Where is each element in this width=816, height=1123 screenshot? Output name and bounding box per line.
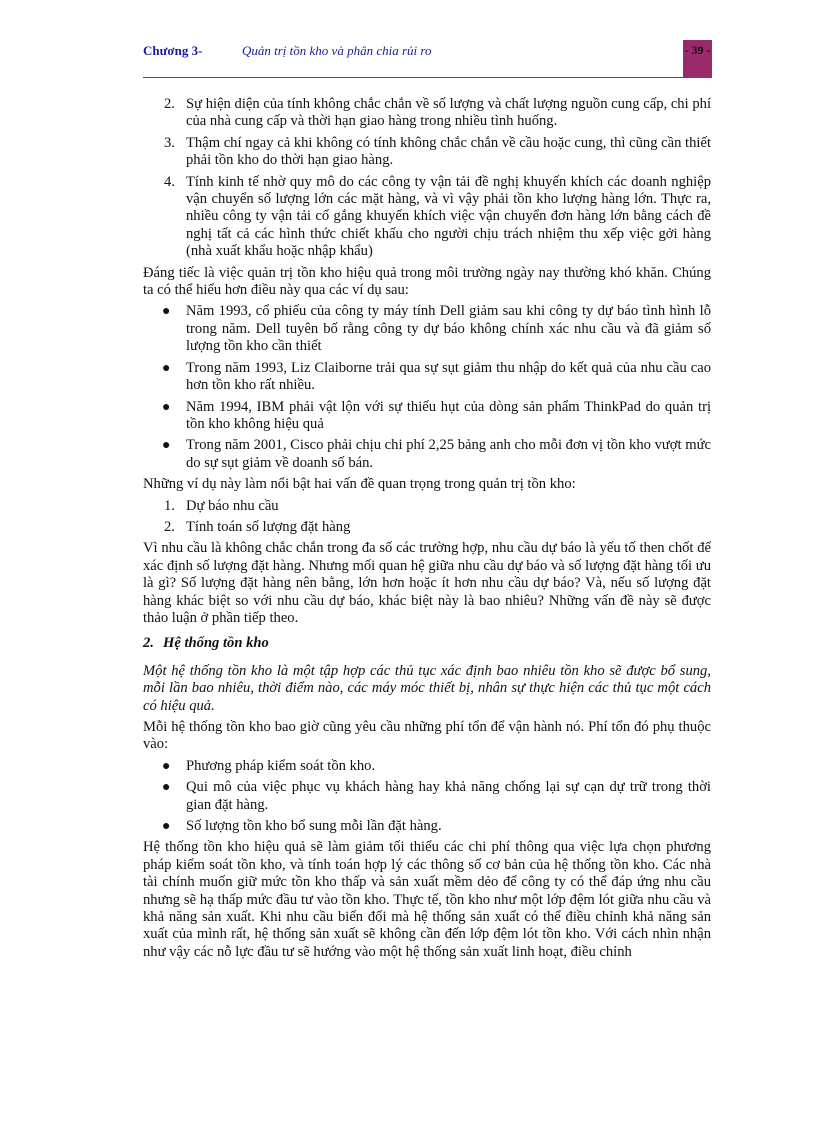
definition-paragraph: Một hệ thống tồn kho là một tập hợp các thủ tục xác định bao nhiêu tồn kho sẽ được bổ sung, mỗi lần bao nhiêu, thời điểm nào, các máy móc thiết bị, nhân sự thực hiện các thủ tục một cách có hiệu quả. (143, 662, 711, 714)
list-item (143, 519, 711, 536)
examples-list (143, 303, 711, 472)
page-body (143, 96, 711, 965)
list-item (143, 96, 711, 131)
list-text: Thậm chí ngay cả khi không có tính không chắc chắn về cầu hoặc cung, thì cũng cần thiết phải tồn kho do thời hạn giao hàng. (186, 134, 711, 169)
bullet-icon: ● (162, 304, 171, 320)
section-number: 2. (143, 635, 154, 652)
bullet-item (143, 818, 711, 835)
paragraph: Những ví dụ này làm nổi bật hai vấn đề quan trọng trong quản trị tồn kho: (143, 476, 576, 493)
bullet-item (143, 437, 711, 472)
reasons-list (143, 96, 711, 261)
section-heading (143, 635, 711, 652)
bullet-item (143, 399, 711, 434)
list-number: 1. (164, 497, 175, 514)
page-header (0, 0, 816, 80)
bullet-text: Trong năm 1993, Liz Claiborne trải qua sự sụt giảm thu nhập do kết quả của nhu cầu cao hơn tồn kho rất nhiều. (186, 359, 711, 394)
bullet-icon: ● (162, 438, 171, 454)
page-number-box (683, 40, 712, 78)
cost-factors-list (143, 758, 711, 836)
running-title: Quản trị tồn kho và phân chia rủi ro (242, 43, 432, 58)
list-number: 4. (164, 173, 175, 190)
bullet-text: Năm 1994, IBM phải vật lộn với sự thiếu hụt của dòng sản phẩm ThinkPad do quản trị tồn kho không hiệu quả (186, 398, 711, 432)
list-item (143, 174, 711, 261)
header-divider (143, 77, 712, 78)
list-number: 2. (164, 518, 175, 535)
list-text: Tính toán số lượng đặt hàng (186, 518, 351, 535)
list-text: Dự báo nhu cầu (186, 497, 279, 514)
paragraph: Vì nhu cầu là không chắc chắn trong đa số các trường hợp, nhu cầu dự báo là yếu tố then chốt để xác định số lượng đặt hàng. Nhưng mối quan hệ giữa nhu cầu dự báo và số lượng đặt hàng tối ưu là gì? Số lượng đặt hàng nên bằng, lớn hơn hoặc ít hơn nhu cầu dự báo? Và, nếu số lượng đặt hàng khác biệt so với nhu cầu dự báo, khác biệt này là bao nhiêu? Những vấn đề này sẽ được thảo luận ở phần tiếp theo. (143, 540, 711, 626)
bullet-text: Năm 1993, cổ phiếu của công ty máy tính Dell giảm sau khi công ty dự báo tình hình lỗ trong năm. Dell tuyên bố rằng công ty dự báo không chính xác nhu cầu và đã giảm số lượng tồn kho cần thiết (186, 303, 711, 355)
bullet-item (143, 779, 711, 814)
list-text: Sự hiện diện của tính không chắc chắn về số lượng và chất lượng nguồn cung cấp, chi phí của nhà cung cấp và thời hạn giao hàng trong nhiều tình huống. (186, 96, 711, 130)
paragraph: Đáng tiếc là việc quản trị tồn kho hiệu quả trong môi trường ngày nay thường khó khăn. Chúng ta có thể hiểu hơn điều này qua các ví dụ sau: (143, 264, 711, 299)
section-title: Hệ thống tồn kho (163, 635, 269, 652)
paragraph: Mỗi hệ thống tồn kho bao giờ cũng yêu cầu những phí tổn để vận hành nó. Phí tổn đó phụ thuộc vào: (143, 719, 711, 753)
bullet-icon: ● (162, 780, 171, 796)
bullet-text: Trong năm 2001, Cisco phải chịu chi phí 2,25 bảng anh cho mỗi đơn vị tồn kho vượt mức do sự sụt giảm về doanh số bán. (186, 437, 711, 471)
list-number: 3. (164, 134, 175, 151)
chapter-label: Chương 3- (143, 43, 203, 58)
list-text: Tính kinh tế nhờ quy mô do các công ty vận tải đề nghị khuyến khích các doanh nghiệp vận chuyển số lượng lớn các mặt hàng, và vì vậy phải tồn kho lượng hàng lớn. Thực ra, nhiều công ty vận tải cố gắng khuyến khích việc vận chuyển đơn hàng lớn bằng cách đề nghị tất cả các hình thức chiết khấu cho người chịu trách nhiệm thu xếp việc gởi hàng (nhà xuất khẩu hoặc nhập khẩu) (186, 173, 711, 260)
bullet-text: Phương pháp kiểm soát tồn kho. (186, 757, 376, 774)
list-item (143, 135, 711, 170)
page-number: - 39 - (684, 43, 711, 57)
bullet-text: Qui mô của việc phục vụ khách hàng hay khả năng chống lại sự cạn dự trữ trong thời gian đặt hàng. (186, 779, 711, 813)
list-number: 2. (164, 96, 175, 112)
bullet-icon: ● (162, 758, 171, 774)
bullet-icon: ● (162, 819, 171, 835)
paragraph: Hệ thống tồn kho hiệu quả sẽ làm giảm tối thiểu các chi phí thông qua việc lựa chọn phương pháp kiểm soát tồn kho, và tính toán hợp lý các thông số cơ bản của hệ thống tồn kho. Các nhà tài chính muốn giữ mức tồn kho thấp và sản xuất mềm dẻo để công ty có thể đáp ứng nhu cầu nhưng sẽ hạ thấp mức đầu tư vào tồn kho. Thực tế, tồn kho như một lớp đệm lót giữa nhu cầu và khả năng sản xuất. Khi nhu cầu biến đổi mà hệ thống sản xuất có thể điều chỉnh khả năng sản xuất của mình rất, hệ thống sản xuất sẽ không cần đến lớp đệm lót tồn kho. Với cách nhìn nhận như vậy các nỗ lực đầu tư sẽ hướng vào một hệ thống sản xuất linh hoạt, điều chỉnh (143, 839, 711, 960)
bullet-icon: ● (162, 399, 171, 415)
list-item (143, 498, 711, 515)
bullet-text: Số lượng tồn kho bổ sung mỗi lần đặt hàng. (186, 818, 442, 835)
bullet-item (143, 758, 711, 775)
bullet-item (143, 360, 711, 395)
bullet-icon: ● (162, 360, 171, 376)
issues-list (143, 498, 711, 537)
bullet-item (143, 303, 711, 355)
